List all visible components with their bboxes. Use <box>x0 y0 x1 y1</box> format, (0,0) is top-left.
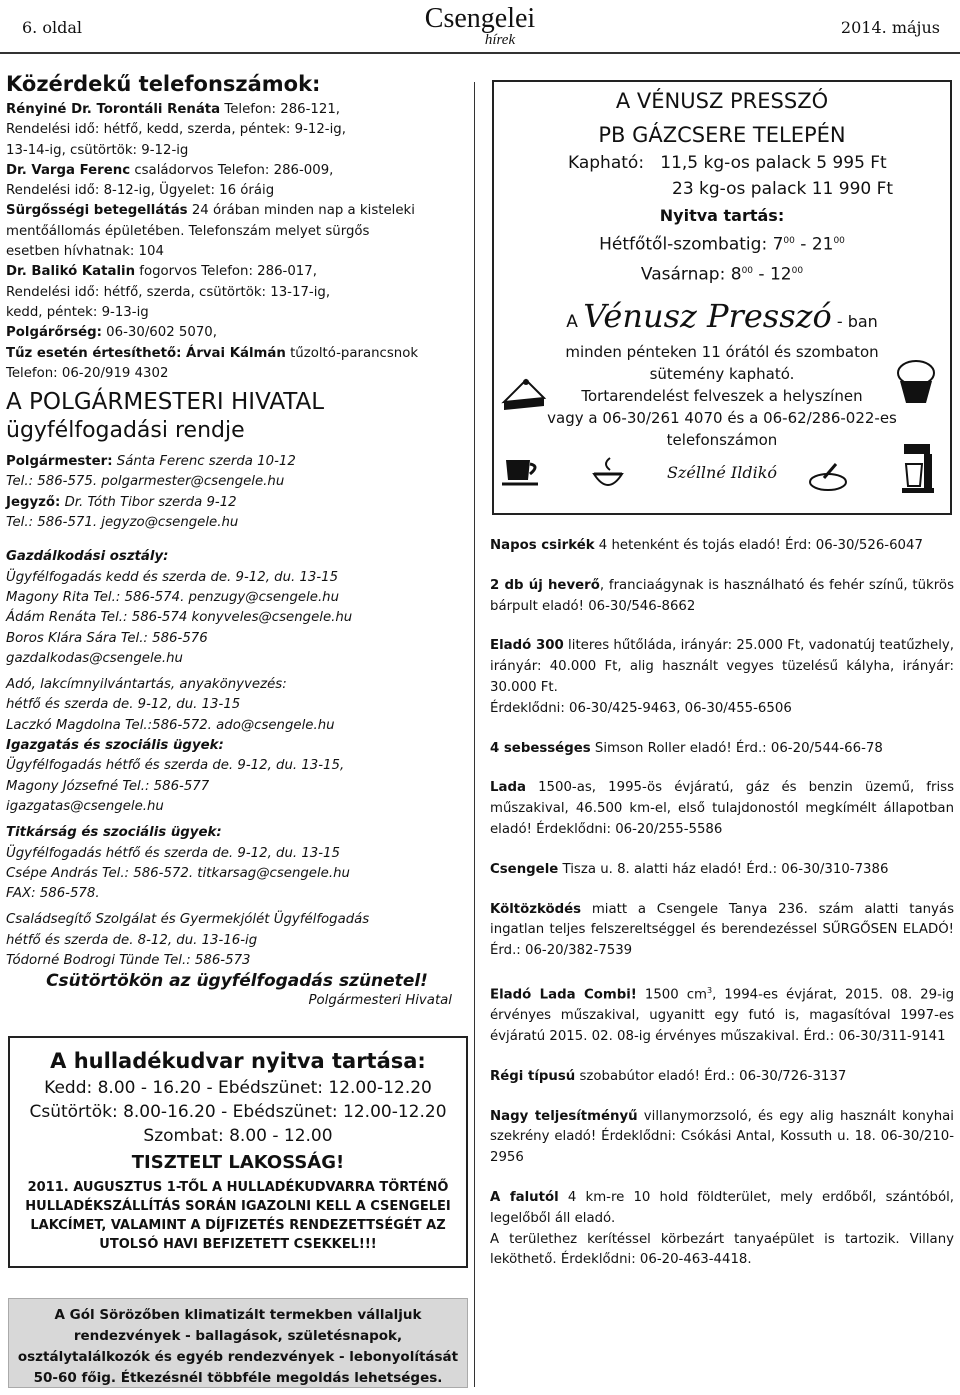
ad-item: Napos csirkék 4 hetenként és tojás eladó! Érd: 06-30/526-6047 <box>490 538 923 553</box>
dept-line: Ügyfélfogadás hétfő és szerda de. 9-12, du. 13-15, <box>6 758 345 774</box>
venus-text: Tortarendelést felveszek a helyszínen <box>581 387 863 406</box>
waste-hours: Szombat: 8.00 - 12.00 <box>143 1126 333 1146</box>
spoon-bowl-icon <box>806 462 850 496</box>
phone-line: Dr. Varga Ferenc családorvos Telefon: 286-009, <box>6 162 334 178</box>
coffee-maker-icon <box>898 442 938 494</box>
dept-line: hétfő és szerda de. 9-12, du. 13-15 <box>6 697 241 713</box>
phone-line: Telefon: 06-20/919 4302 <box>6 365 169 381</box>
ad-item: Eladó 300 literes hűtőláda, irányár: 25.000 Ft, vadonatúj teatűzhely, irányár: 40.000 Ft, alig használt vegyes tüzelésű kályha, irányár: 30.000 Ft. Érdeklődni: 06-30/425-9463, 06-30/455-6506 <box>490 638 954 716</box>
issue-date: 2014. május <box>840 18 940 37</box>
dept-heading: Adó, lakcímnyilvántartás, anyakönyvezés: <box>6 677 287 693</box>
cup-icon <box>590 456 626 496</box>
newspaper-subtitle: hírek <box>484 32 516 48</box>
column-divider <box>474 82 475 1387</box>
dept-line: hétfő és szerda de. 8-12, du. 13-16-ig <box>6 932 258 948</box>
notice-title: TISZTELT LAKOSSÁG! <box>131 1152 345 1173</box>
dept-heading: Gazdálkodási osztály: <box>6 549 169 565</box>
classified-ads <box>490 536 954 1290</box>
office-title: A POLGÁRMESTERI HIVATAL <box>6 389 325 416</box>
ad-item: Nagy teljesítményű villanymorzsoló, és egy alig használt konyhai szekrény eladó! Érdeklődni: Csókási Antal, Kossuth u. 18. 06-30/210-2956 <box>490 1108 954 1166</box>
phone-line: Rendelési idő: hétfő, kedd, szerda, péntek: 9-12-ig, <box>6 122 346 138</box>
phone-line: mentőállomás épületében. Telefonszám melyet sürgős <box>6 223 370 239</box>
dept-line: gazdalkodas@csengele.hu <box>6 650 183 666</box>
dept-line: Magony Józsefné Tel.: 586-577 <box>6 778 210 794</box>
dept-heading: Igazgatás és szociális ügyek: <box>6 738 224 754</box>
ad-item: Régi típusú szobabútor eladó! Érd.: 06-30/726-3137 <box>490 1068 847 1084</box>
opening-label: Nyitva tartás: <box>659 206 785 225</box>
cake-icon <box>500 372 548 416</box>
phone-line: Rényiné Dr. Torontáli Renáta Telefon: 286-121, <box>6 102 341 117</box>
venus-name-line: A Vénusz Presszó - ban <box>566 297 878 336</box>
page-header <box>0 0 960 54</box>
newspaper-title: Csengelei <box>424 3 536 34</box>
venus-owner: Széllné Ildikó <box>666 463 778 483</box>
muffin-icon <box>892 357 940 407</box>
venus-text: sütemény kapható. <box>649 365 795 384</box>
venus-title: PB GÁZCSERE TELEPÉN <box>598 123 846 147</box>
dept-line: Tódorné Bodrogi Tünde Tel.: 586-573 <box>6 952 251 968</box>
ad-item: A falutól 4 km-re 10 hold földterület, mely erdőből, szántóból, legelőből áll eladó. A területhez kerítéssel körbezárt tanyaépület is tartozik. Villany leköthető. Érdeklődni: 06-20-463-4418. <box>490 1189 954 1268</box>
dept-line: Laczkó Magdolna Tel.:586-572. ado@csengele.hu <box>6 717 335 733</box>
notice-text: 2011. AUGUSZTUS 1-TŐL A HULLADÉKUDVARRA TÖRTÉNŐ HULLADÉKSZÁLLÍTÁS SORÁN IGAZOLNI KELL A CSENGELEI LAKCÍMET, VALAMINT A DÍJFIZETÉS RENDEZETTSÉGÉT AZ UTOLSÓ HAVI BEFIZETETT CSEKKEL!!! <box>25 1180 451 1252</box>
mayor-line: Polgármester: Sánta Ferenc szerda 10-12 <box>6 454 296 470</box>
dept-line: Ádám Renáta Tel.: 586-574 konyveles@csengele.hu <box>6 610 353 626</box>
phone-line: Tűz esetén értesíthető: Árvai Kálmán tűzoltó-parancsnok <box>6 345 419 361</box>
ad-item: Csengele Tisza u. 8. alatti ház eladó! Érd.: 06-30/310-7386 <box>490 861 889 877</box>
venus-text: vagy a 06-30/261 4070 és a 06-62/286-022-es <box>547 409 897 428</box>
ad-item: Eladó Lada Combi! 1500 $cm^3$, 1994-es évjárat, 2015. 08. 29-ig érvényes műszakival, ugyanitt egy futó is, magasítóval 1997-es évjáratú 2015. 02. 08-ig érvényes műszakival. Érd.: 06-30/311-9141 <box>490 985 955 1044</box>
page-number: 6. oldal <box>22 18 82 37</box>
ad-item: Költözködés miatt a Csengele Tanya 236. szám alatti tanyás ingatlan teljes felszereltséggel és berendezéssel SŰRGŐSEN ELADÓ! Érd.: 06-20/382-7539 <box>490 901 954 959</box>
phones-heading: Közérdekű telefonszámok: <box>6 72 321 96</box>
phone-line: esetben hívhatnak: 104 <box>6 244 164 260</box>
gol-pub-ad: A Gól Sörözőben klimatizált termekben vállaljuk rendezvények - ballagások, születésnapok, osztálytalálkozók és egyéb rendezvények - lebonyolítását 50-60 főig. Étkezésnél többféle megoldás lehetséges. <box>8 1298 468 1388</box>
waste-hours: Kedd: 8.00 - 16.20 - Ebédszünet: 12.00-12.20 <box>44 1078 432 1098</box>
coffee-cup-icon <box>500 452 544 488</box>
notary-contact: Tel.: 586-571. jegyzo@csengele.hu <box>6 515 239 531</box>
dept-line: Magony Rita Tel.: 586-574. penzugy@csengele.hu <box>6 589 340 605</box>
gas-price: Kapható: 11,5 kg-os palack 5 995 Ft <box>568 153 887 173</box>
notary-line: Jegyző: Dr. Tóth Tibor szerda 9-12 <box>6 494 237 510</box>
weekday-hours: Hétfőtől-szombatig: $7^{00} - 21^{00}$ <box>599 234 845 255</box>
phone-line: Rendelési idő: hétfő, szerda, csütörtök: 13-17-ig, <box>6 284 331 300</box>
dept-line: Ügyfélfogadás kedd és szerda de. 9-12, du. 13-15 <box>6 569 339 585</box>
sunday-hours: Vasárnap: $8^{00} - 12^{00}$ <box>640 264 804 285</box>
phone-line: Rendelési idő: 8-12-ig, Ügyelet: 16 óráig <box>6 183 275 199</box>
phone-line: kedd, péntek: 9-13-ig <box>6 304 149 320</box>
venus-text: telefonszámon <box>666 431 778 450</box>
phone-line: Polgárőrség: 06-30/602 5070, <box>6 325 217 341</box>
waste-yard-box <box>8 1036 468 1268</box>
ad-item: 2 db új heverő, franciaágynak is használható és fehér színű, tükrös bárpult eladó! 06-30/546-8662 <box>490 577 954 614</box>
waste-hours: Csütörtök: 8.00-16.20 - Ebédszünet: 12.00-12.20 <box>29 1102 447 1122</box>
office-signature: Polgármesteri Hivatal <box>308 993 452 1009</box>
dept-line: Csépe András Tel.: 586-572. titkarsag@csengele.hu <box>6 865 350 881</box>
phone-line: Dr. Balikó Katalin fogorvos Telefon: 286-017, <box>6 264 317 280</box>
closing-notice: Csütörtökön az ügyfélfogadás szünetel! <box>46 971 428 992</box>
waste-title: A hulladékudvar nyitva tartása: <box>50 1049 426 1073</box>
dept-heading: Titkárság és szociális ügyek: <box>6 825 222 841</box>
gas-price: 23 kg-os palack 11 990 Ft <box>672 179 894 199</box>
phone-line: Sürgősségi betegellátás 24 órában minden nap a kisteleki <box>6 203 415 219</box>
venus-text: minden pénteken 11 órától és szombaton <box>565 343 879 362</box>
phone-line: 13-14-ig, csütörtök: 9-12-ig <box>6 142 189 158</box>
dept-heading: Családsegítő Szolgálat és Gyermekjólét Ügyfélfogadás <box>6 912 370 928</box>
ad-item: Lada 1500-as, 1995-ös évjáratú, gáz és benzin üzemű, friss műszakival, 46.500 km-el, első tulajdonostól megkímélt állapotban eladó! Érdeklődni: 06-20/255-5586 <box>490 780 954 837</box>
venus-title: A VÉNUSZ PRESSZÓ <box>615 89 829 113</box>
dept-line: FAX: 586-578. <box>6 886 100 902</box>
mayor-contact: Tel.: 586-575. polgarmester@csengele.hu <box>6 474 285 490</box>
dept-line: Boros Klára Sára Tel.: 586-576 <box>6 630 208 646</box>
ad-item: 4 sebességes Simson Roller eladó! Érd.: 06-20/544-66-78 <box>490 740 883 756</box>
left-column <box>6 68 468 1012</box>
dept-line: Ügyfélfogadás hétfő és szerda de. 9-12, du. 13-15 <box>6 845 340 861</box>
dept-line: igazgatas@csengele.hu <box>6 798 164 814</box>
office-subtitle: ügyfélfogadási rendje <box>6 418 245 444</box>
venus-ad-box <box>492 80 952 515</box>
